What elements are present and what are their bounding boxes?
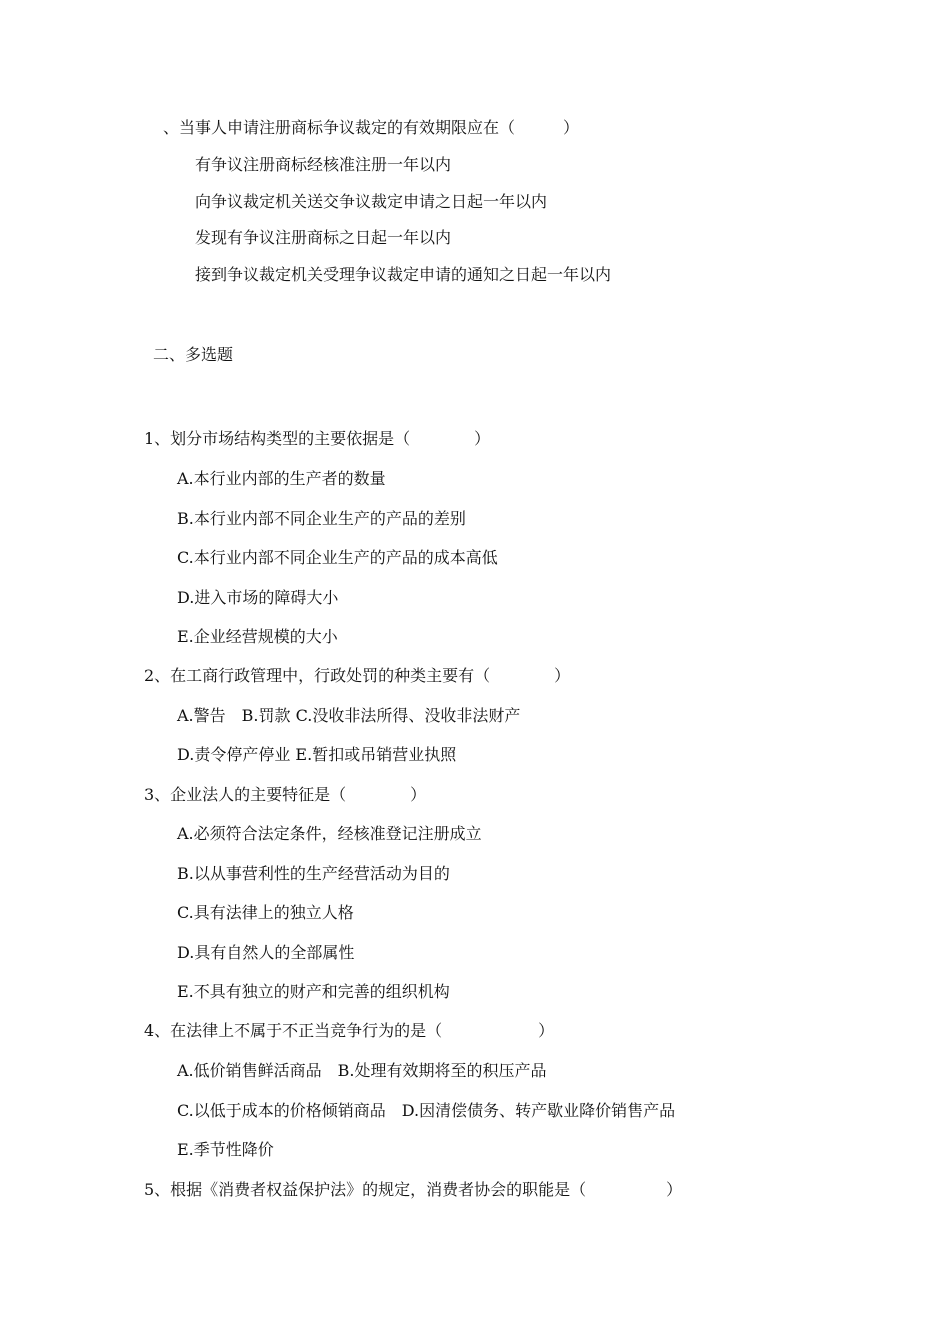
question-option: C.以低于成本的价格倾销商品 D.因清偿债务、转产歇业降价销售产品 (177, 1101, 676, 1120)
question-stem: 3、企业法人的主要特征是（ ） (144, 785, 427, 804)
question-option: A.警告 B.罚款 C.没收非法所得、没收非法财产 (177, 706, 521, 725)
question-option: 发现有争议注册商标之日起一年以内 (195, 228, 452, 247)
question-option: C.本行业内部不同企业生产的产品的成本高低 (177, 548, 498, 567)
question-option: D.进入市场的障碍大小 (177, 588, 339, 607)
question-stem: 1、划分市场结构类型的主要依据是（ ） (144, 429, 491, 448)
question-stem: 2、在工商行政管理中，行政处罚的种类主要有（ ） (144, 666, 571, 685)
question-option: D.责令停产停业 E.暂扣或吊销营业执照 (177, 745, 457, 764)
question-stem: 、当事人申请注册商标争议裁定的有效期限应在（ ） (163, 118, 580, 137)
question-option: E.不具有独立的财产和完善的组织机构 (177, 982, 450, 1001)
question-stem: 5、根据《消费者权益保护法》的规定，消费者协会的职能是（ ） (144, 1180, 683, 1199)
question-option: C.具有法律上的独立人格 (177, 903, 354, 922)
question-option: 有争议注册商标经核准注册一年以内 (195, 155, 452, 174)
question-option: E.季节性降价 (177, 1140, 274, 1159)
question-option: B.本行业内部不同企业生产的产品的差别 (177, 509, 466, 528)
question-stem: 4、在法律上不属于不正当竞争行为的是（ ） (144, 1021, 555, 1040)
question-option: A.低价销售鲜活商品 B.处理有效期将至的积压产品 (177, 1061, 547, 1080)
question-option: A.本行业内部的生产者的数量 (177, 469, 386, 488)
section-title: 二、多选题 (153, 345, 234, 364)
question-option: A.必须符合法定条件，经核准登记注册成立 (177, 824, 482, 843)
question-option: E.企业经营规模的大小 (177, 627, 338, 646)
question-option: 向争议裁定机关送交争议裁定申请之日起一年以内 (195, 192, 548, 211)
question-option: B.以从事营利性的生产经营活动为目的 (177, 864, 450, 883)
question-option: D.具有自然人的全部属性 (177, 943, 355, 962)
question-option: 接到争议裁定机关受理争议裁定申请的通知之日起一年以内 (195, 265, 612, 284)
